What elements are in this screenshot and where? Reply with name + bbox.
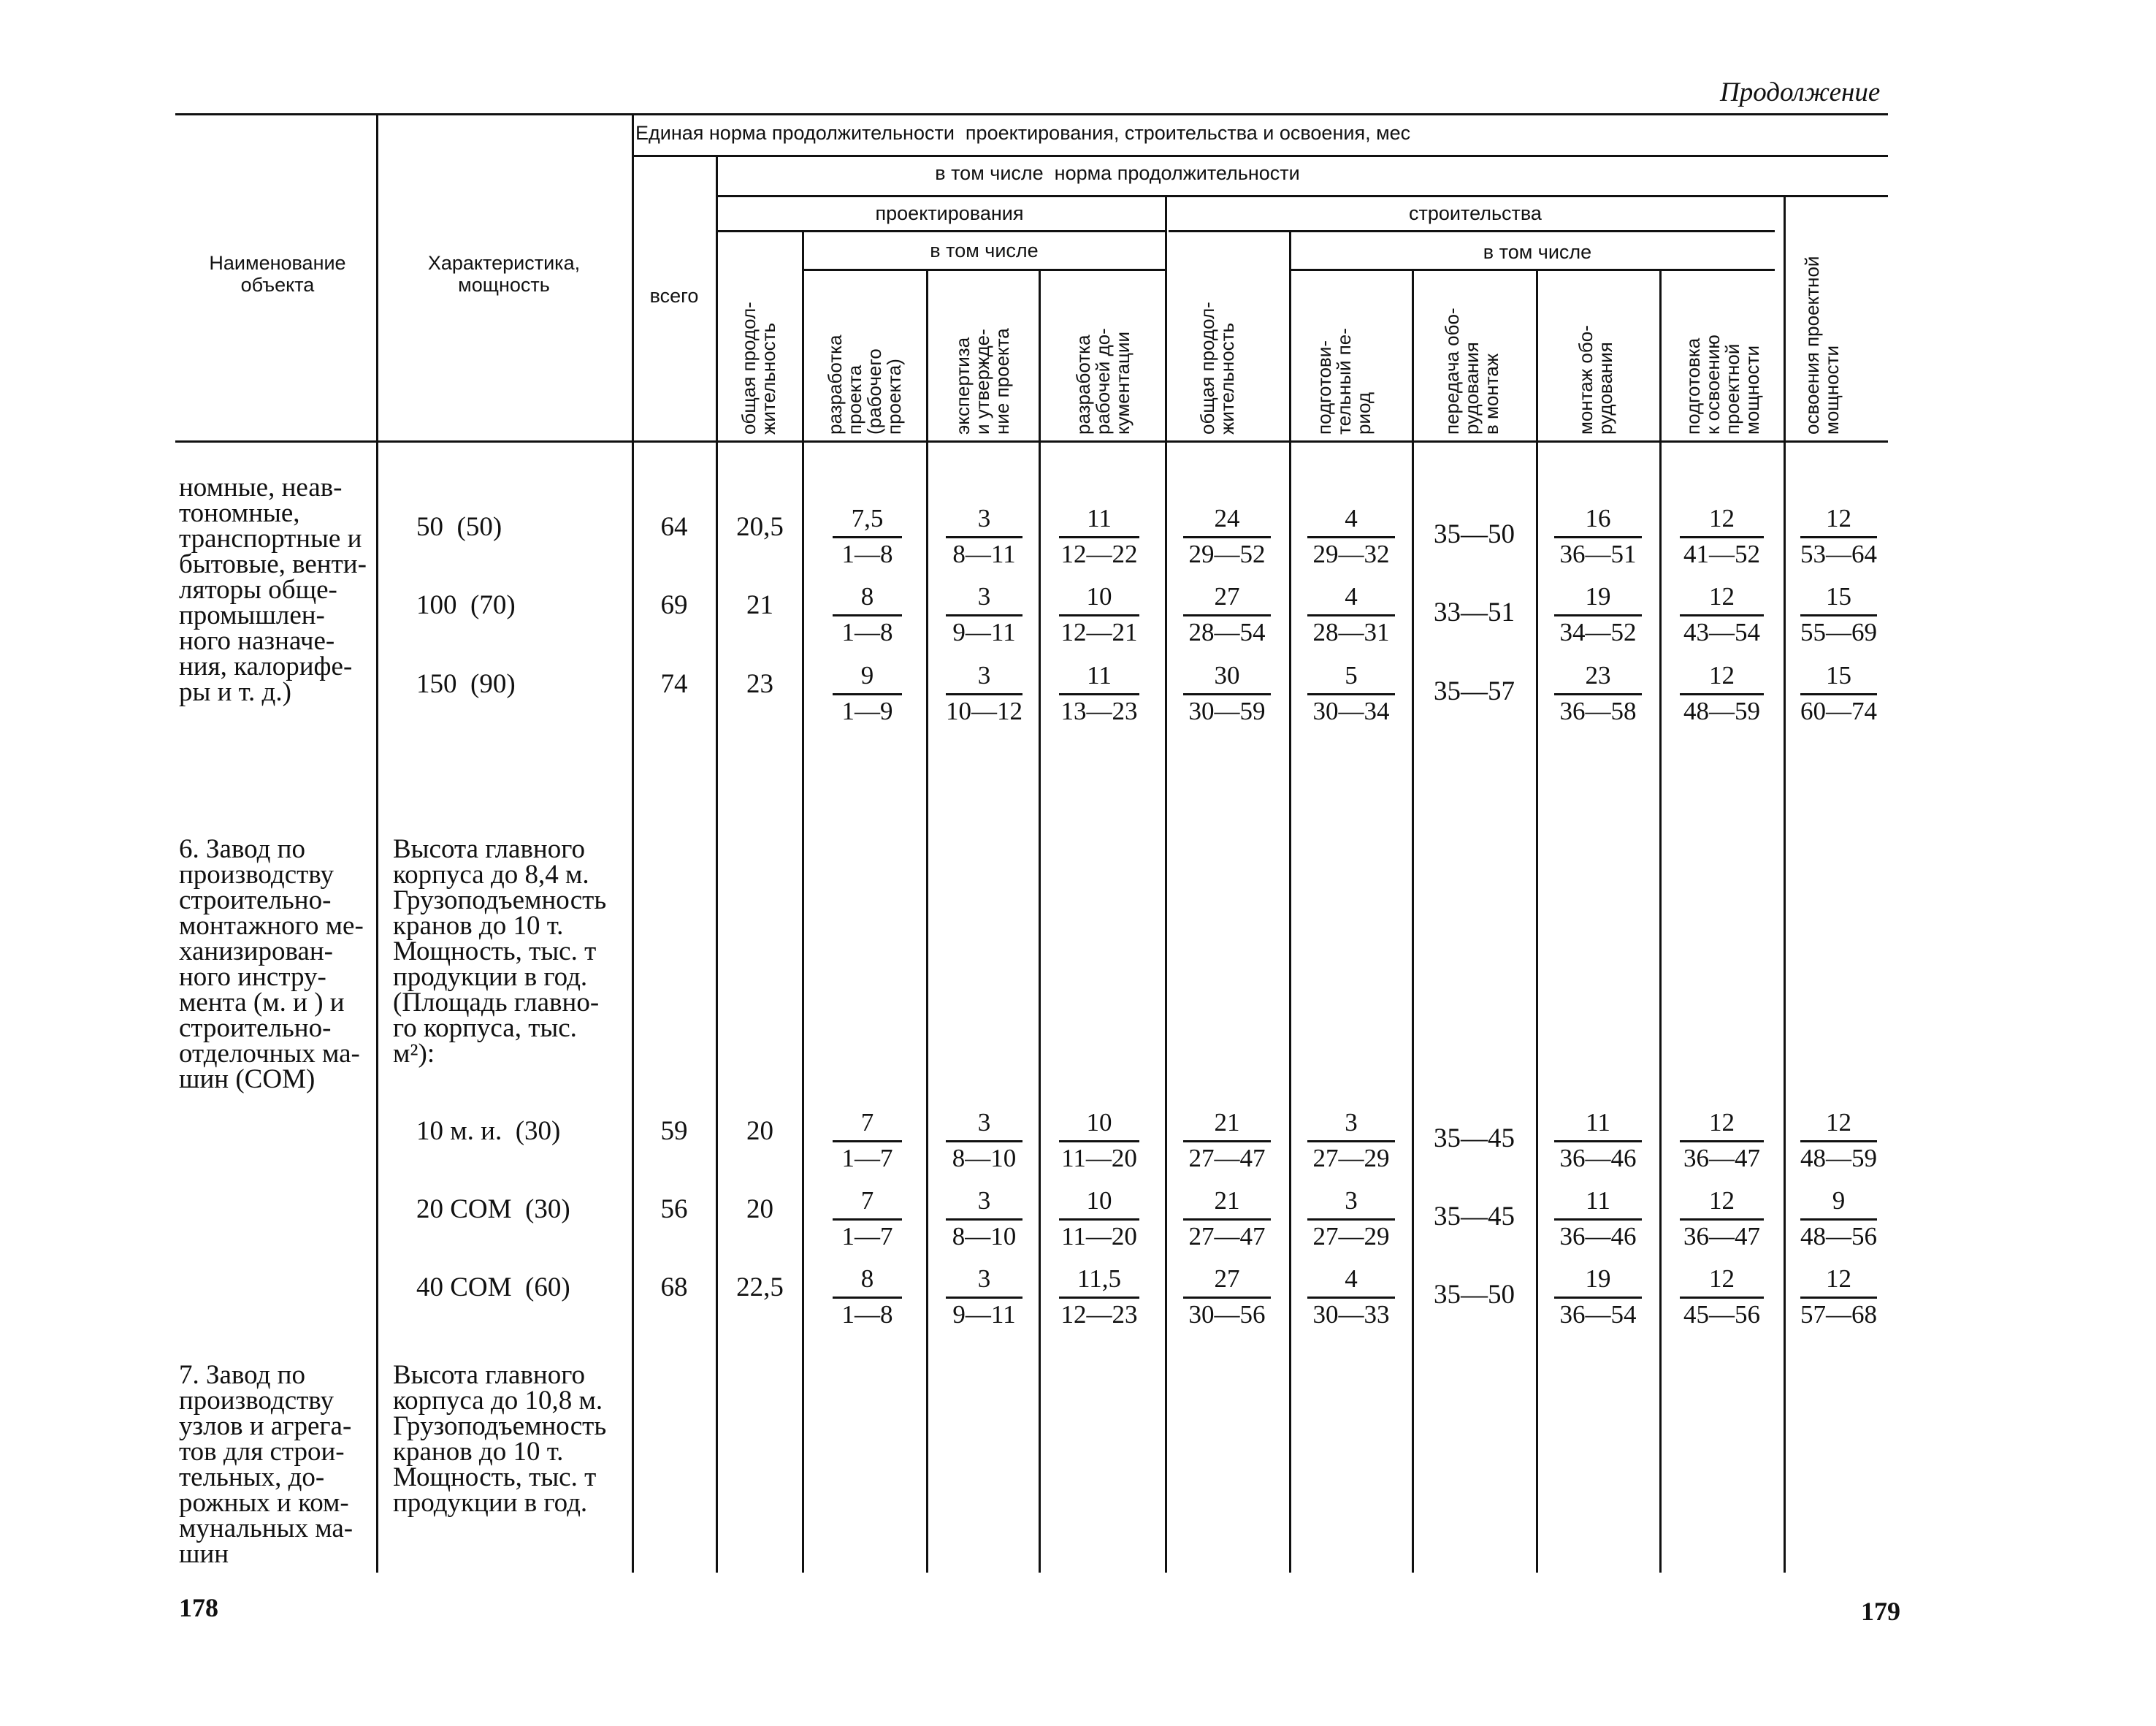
fraction-cell-d_work bbox=[1052, 1107, 1147, 1175]
fraction-numerator: 27 bbox=[1214, 582, 1240, 611]
fraction-denominator: 27—47 bbox=[1183, 1140, 1271, 1175]
col-rule-2 bbox=[632, 113, 634, 1573]
fraction-numerator: 7 bbox=[860, 1108, 874, 1137]
fraction-numerator: 9 bbox=[1832, 1186, 1846, 1215]
fraction-cell-d_work bbox=[1052, 660, 1147, 728]
fraction-cell-c_ready bbox=[1673, 581, 1771, 649]
fraction-numerator: 21 bbox=[1214, 1108, 1240, 1137]
value-cell-total: 64 bbox=[660, 512, 688, 542]
fraction-numerator: 10 bbox=[1086, 582, 1112, 611]
fraction-cell-c_mount bbox=[1547, 581, 1649, 649]
fraction-cell-c_ready bbox=[1673, 503, 1771, 570]
fraction-cell-d_dev bbox=[825, 581, 909, 649]
fraction-numerator: 19 bbox=[1585, 1264, 1611, 1293]
fraction-denominator: 36—47 bbox=[1680, 1218, 1764, 1253]
header-rule-2 bbox=[718, 195, 1888, 197]
fraction-cell-d_exp bbox=[939, 503, 1030, 570]
fraction-cell-c_ready bbox=[1673, 1263, 1771, 1331]
fraction-cell-c_ready bbox=[1673, 660, 1771, 728]
fraction-numerator: 4 bbox=[1345, 504, 1358, 532]
fraction-numerator: 12 bbox=[1826, 1264, 1851, 1293]
page-number-right: 179 bbox=[1861, 1597, 1900, 1626]
header-design-work: разработка рабочей до- кументации bbox=[1072, 328, 1134, 435]
fraction-denominator: 36—58 bbox=[1554, 693, 1642, 728]
header-rule-design-incl bbox=[803, 269, 1165, 271]
fraction-cell-c_total bbox=[1176, 660, 1278, 728]
header-mastering: освоения проектной мощности bbox=[1801, 256, 1843, 435]
fraction-numerator: 11,5 bbox=[1077, 1264, 1121, 1293]
value-cell-d_total: 20,5 bbox=[736, 512, 784, 542]
fraction-denominator: 10—12 bbox=[946, 693, 1022, 728]
header-design-total: общая продол- жительность bbox=[738, 302, 779, 435]
object-name-prev: номные, неав- тономные, транспортные и бытовые, венти- ляторы обще- промышлен- ного назначе- ния, калорифе- ры и т. д.) bbox=[179, 473, 367, 707]
fraction-cell-m bbox=[1793, 1185, 1884, 1253]
value-cell-c_transfer: 35—50 bbox=[1434, 1280, 1515, 1310]
value-cell-total: 56 bbox=[660, 1194, 688, 1224]
fraction-denominator: 30—56 bbox=[1183, 1297, 1271, 1331]
col-rule-5 bbox=[926, 269, 928, 1573]
header-rule-construction bbox=[1169, 230, 1775, 232]
characteristic-value: 100 (70) bbox=[416, 590, 516, 620]
fraction-numerator: 27 bbox=[1214, 1264, 1240, 1293]
col-rule-3 bbox=[716, 155, 718, 1573]
fraction-denominator: 48—59 bbox=[1680, 693, 1764, 728]
fraction-cell-d_work bbox=[1052, 1185, 1147, 1253]
fraction-cell-c_prep bbox=[1300, 1263, 1402, 1331]
fraction-numerator: 3 bbox=[1345, 1186, 1358, 1215]
characteristic-value: 20 СОМ (30) bbox=[416, 1194, 570, 1224]
fraction-denominator: 1—7 bbox=[833, 1218, 902, 1253]
header-constr-ready: подготовка к освоению проектной мощности bbox=[1682, 335, 1763, 435]
value-cell-c_transfer: 35—50 bbox=[1434, 519, 1515, 549]
fraction-cell-d_exp bbox=[939, 1107, 1030, 1175]
fraction-cell-c_prep bbox=[1300, 503, 1402, 570]
header-construction: строительства bbox=[1409, 202, 1542, 224]
fraction-cell-c_mount bbox=[1547, 1185, 1649, 1253]
header-design-dev: разработка проекта (рабочего проекта) bbox=[824, 335, 905, 435]
col-rule-12 bbox=[1784, 195, 1786, 1573]
fraction-numerator: 3 bbox=[977, 1108, 991, 1137]
fraction-denominator: 36—46 bbox=[1554, 1140, 1642, 1175]
fraction-denominator: 36—54 bbox=[1554, 1297, 1642, 1331]
fraction-cell-m bbox=[1793, 1107, 1884, 1175]
fraction-cell-d_work bbox=[1052, 503, 1147, 570]
fraction-numerator: 19 bbox=[1585, 582, 1611, 611]
header-rule-construction-incl bbox=[1291, 269, 1775, 271]
fraction-denominator: 28—54 bbox=[1183, 614, 1271, 649]
fraction-denominator: 60—74 bbox=[1800, 693, 1877, 728]
fraction-numerator: 4 bbox=[1345, 582, 1358, 611]
fraction-numerator: 12 bbox=[1709, 504, 1735, 532]
fraction-denominator: 1—9 bbox=[833, 693, 902, 728]
fraction-numerator: 12 bbox=[1709, 661, 1735, 690]
fraction-numerator: 30 bbox=[1214, 661, 1240, 690]
fraction-denominator: 11—20 bbox=[1059, 1218, 1139, 1253]
value-cell-d_total: 21 bbox=[746, 590, 773, 620]
fraction-numerator: 5 bbox=[1345, 661, 1358, 690]
value-cell-d_total: 23 bbox=[746, 669, 773, 699]
fraction-cell-c_total bbox=[1176, 1185, 1278, 1253]
fraction-denominator: 41—52 bbox=[1680, 536, 1764, 570]
fraction-cell-c_total bbox=[1176, 581, 1278, 649]
fraction-numerator: 24 bbox=[1214, 504, 1240, 532]
value-cell-c_transfer: 35—45 bbox=[1434, 1202, 1515, 1232]
fraction-denominator: 1—8 bbox=[833, 536, 902, 570]
fraction-denominator: 8—10 bbox=[946, 1218, 1022, 1253]
object-name-7: 7. Завод по производству узлов и агрега- тов для строи- тельных, до- рожных и ком- мунальных ма- шин bbox=[179, 1360, 353, 1569]
fraction-numerator: 3 bbox=[977, 1186, 991, 1215]
col-rule-7 bbox=[1165, 195, 1167, 1573]
fraction-denominator: 36—47 bbox=[1680, 1140, 1764, 1175]
fraction-denominator: 9—11 bbox=[946, 614, 1022, 649]
fraction-denominator: 12—23 bbox=[1059, 1297, 1139, 1331]
fraction-denominator: 12—21 bbox=[1059, 614, 1139, 649]
col-rule-6 bbox=[1039, 269, 1041, 1573]
fraction-denominator: 27—47 bbox=[1183, 1218, 1271, 1253]
fraction-cell-m bbox=[1793, 581, 1884, 649]
fraction-numerator: 3 bbox=[1345, 1108, 1358, 1137]
fraction-denominator: 29—32 bbox=[1307, 536, 1395, 570]
value-cell-total: 74 bbox=[660, 669, 688, 699]
fraction-denominator: 48—59 bbox=[1800, 1140, 1877, 1175]
characteristic-7: Высота главного корпуса до 10,8 м. Грузоподъемность кранов до 10 т. Мощность, тыс. т продукции в год. bbox=[393, 1360, 607, 1518]
characteristic-value: 40 СОМ (60) bbox=[416, 1272, 570, 1302]
fraction-cell-c_total bbox=[1176, 1107, 1278, 1175]
fraction-numerator: 21 bbox=[1214, 1186, 1240, 1215]
fraction-cell-d_exp bbox=[939, 1263, 1030, 1331]
fraction-cell-d_exp bbox=[939, 660, 1030, 728]
fraction-numerator: 8 bbox=[860, 582, 874, 611]
value-cell-c_transfer: 33—51 bbox=[1434, 597, 1515, 627]
fraction-cell-c_prep bbox=[1300, 1107, 1402, 1175]
header-bottom-rule bbox=[175, 440, 1888, 443]
fraction-numerator: 3 bbox=[977, 661, 991, 690]
fraction-denominator: 27—29 bbox=[1307, 1218, 1395, 1253]
characteristic-6: Высота главного корпуса до 8,4 м. Грузоподъемность кранов до 10 т. Мощность, тыс. т продукции в год. (Площадь главно- го корпуса, тыс. м²): bbox=[393, 834, 607, 1069]
fraction-numerator: 7,5 bbox=[851, 504, 884, 532]
fraction-cell-d_dev bbox=[825, 1263, 909, 1331]
fraction-numerator: 12 bbox=[1826, 504, 1851, 532]
characteristic-value: 50 (50) bbox=[416, 512, 502, 542]
continuation-caption: Продолжение bbox=[1720, 77, 1881, 107]
fraction-cell-d_exp bbox=[939, 581, 1030, 649]
fraction-denominator: 34—52 bbox=[1554, 614, 1642, 649]
col-rule-1 bbox=[376, 113, 378, 1573]
fraction-denominator: 27—29 bbox=[1307, 1140, 1395, 1175]
fraction-denominator: 30—33 bbox=[1307, 1297, 1395, 1331]
header-constr-prep: подготови- тельный пе- риод bbox=[1313, 328, 1375, 435]
col-rule-4 bbox=[802, 230, 804, 1573]
fraction-cell-c_ready bbox=[1673, 1107, 1771, 1175]
fraction-cell-m bbox=[1793, 1263, 1884, 1331]
fraction-numerator: 10 bbox=[1086, 1186, 1112, 1215]
characteristic-value: 150 (90) bbox=[416, 669, 516, 699]
fraction-numerator: 15 bbox=[1826, 661, 1851, 690]
fraction-denominator: 29—52 bbox=[1183, 536, 1271, 570]
col-rule-8 bbox=[1289, 230, 1291, 1573]
fraction-cell-c_mount bbox=[1547, 660, 1649, 728]
value-cell-c_transfer: 35—57 bbox=[1434, 676, 1515, 706]
value-cell-d_total: 22,5 bbox=[736, 1272, 784, 1302]
header-name: Наименование объекта bbox=[209, 252, 346, 296]
fraction-denominator: 53—64 bbox=[1800, 536, 1877, 570]
fraction-numerator: 12 bbox=[1709, 1108, 1735, 1137]
value-cell-c_transfer: 35—45 bbox=[1434, 1123, 1515, 1153]
fraction-denominator: 30—34 bbox=[1307, 693, 1395, 728]
fraction-denominator: 8—11 bbox=[946, 536, 1022, 570]
header-constr-mount: монтаж обо- рудования bbox=[1575, 325, 1616, 435]
fraction-cell-d_work bbox=[1052, 1263, 1147, 1331]
fraction-denominator: 48—56 bbox=[1800, 1218, 1877, 1253]
fraction-denominator: 1—7 bbox=[833, 1140, 902, 1175]
fraction-numerator: 15 bbox=[1826, 582, 1851, 611]
fraction-numerator: 12 bbox=[1709, 582, 1735, 611]
characteristic-value: 10 м. и. (30) bbox=[416, 1116, 561, 1146]
page-number-left: 178 bbox=[179, 1593, 218, 1622]
fraction-cell-c_ready bbox=[1673, 1185, 1771, 1253]
fraction-numerator: 11 bbox=[1586, 1186, 1610, 1215]
fraction-cell-c_mount bbox=[1547, 1107, 1649, 1175]
fraction-denominator: 45—56 bbox=[1680, 1297, 1764, 1331]
fraction-denominator: 28—31 bbox=[1307, 614, 1395, 649]
fraction-cell-d_dev bbox=[825, 1107, 909, 1175]
value-cell-total: 59 bbox=[660, 1116, 688, 1146]
header-characteristic: Характеристика, мощность bbox=[427, 252, 581, 296]
value-cell-d_total: 20 bbox=[746, 1116, 773, 1146]
fraction-numerator: 7 bbox=[860, 1186, 874, 1215]
fraction-denominator: 1—8 bbox=[833, 1297, 902, 1331]
col-rule-10 bbox=[1536, 269, 1538, 1573]
value-cell-total: 69 bbox=[660, 590, 688, 620]
col-rule-11 bbox=[1659, 269, 1662, 1573]
col-rule-9 bbox=[1412, 269, 1414, 1573]
fraction-cell-c_total bbox=[1176, 503, 1278, 570]
fraction-cell-d_exp bbox=[939, 1185, 1030, 1253]
fraction-cell-c_total bbox=[1176, 1263, 1278, 1331]
fraction-numerator: 10 bbox=[1086, 1108, 1112, 1137]
fraction-denominator: 12—22 bbox=[1059, 536, 1139, 570]
header-constr-transfer: передача обо- рудования в монтаж bbox=[1441, 308, 1502, 435]
fraction-cell-c_prep bbox=[1300, 660, 1402, 728]
fraction-numerator: 3 bbox=[977, 504, 991, 532]
fraction-cell-d_dev bbox=[825, 660, 909, 728]
header-design-including: в том числе bbox=[930, 240, 1039, 261]
fraction-cell-d_dev bbox=[825, 1185, 909, 1253]
fraction-denominator: 8—10 bbox=[946, 1140, 1022, 1175]
fraction-denominator: 13—23 bbox=[1059, 693, 1139, 728]
fraction-denominator: 30—59 bbox=[1183, 693, 1271, 728]
fraction-cell-d_dev bbox=[825, 503, 909, 570]
fraction-numerator: 4 bbox=[1345, 1264, 1358, 1293]
fraction-denominator: 57—68 bbox=[1800, 1297, 1877, 1331]
header-rule-1 bbox=[632, 155, 1888, 157]
header-total: всего bbox=[649, 285, 699, 307]
fraction-numerator: 9 bbox=[860, 661, 874, 690]
fraction-cell-c_mount bbox=[1547, 1263, 1649, 1331]
fraction-denominator: 55—69 bbox=[1800, 614, 1877, 649]
fraction-numerator: 8 bbox=[860, 1264, 874, 1293]
header-including-norm: в том числе норма продолжительности bbox=[935, 162, 1300, 184]
fraction-denominator: 36—51 bbox=[1554, 536, 1642, 570]
fraction-denominator: 1—8 bbox=[833, 614, 902, 649]
fraction-denominator: 11—20 bbox=[1059, 1140, 1139, 1175]
header-rule-design bbox=[718, 230, 1165, 232]
header-constr-total: общая продол- жительность bbox=[1196, 302, 1238, 435]
fraction-cell-c_prep bbox=[1300, 1185, 1402, 1253]
fraction-cell-d_work bbox=[1052, 581, 1147, 649]
header-unified-norm: Единая норма продолжительности проектирования, строительства и освоения, мес bbox=[635, 122, 1411, 144]
fraction-denominator: 43—54 bbox=[1680, 614, 1764, 649]
value-cell-d_total: 20 bbox=[746, 1194, 773, 1224]
value-cell-total: 68 bbox=[660, 1272, 688, 1302]
fraction-numerator: 16 bbox=[1585, 504, 1611, 532]
fraction-cell-c_prep bbox=[1300, 581, 1402, 649]
fraction-numerator: 3 bbox=[977, 582, 991, 611]
fraction-denominator: 9—11 bbox=[946, 1297, 1022, 1331]
table-top-rule bbox=[175, 113, 1888, 115]
fraction-numerator: 12 bbox=[1709, 1186, 1735, 1215]
fraction-numerator: 11 bbox=[1586, 1108, 1610, 1137]
fraction-numerator: 12 bbox=[1709, 1264, 1735, 1293]
fraction-numerator: 11 bbox=[1087, 661, 1112, 690]
header-design: проектирования bbox=[875, 202, 1024, 224]
header-design-exp: экспертиза и утвержде- ние проекта bbox=[952, 328, 1013, 435]
fraction-numerator: 3 bbox=[977, 1264, 991, 1293]
fraction-cell-m bbox=[1793, 503, 1884, 570]
object-name-6: 6. Завод по производству строительно- монтажного ме- ханизирован- ного инстру- мента (м. и ) и строительно- отделочных ма- шин (СОМ) bbox=[179, 834, 364, 1094]
fraction-denominator: 36—46 bbox=[1554, 1218, 1642, 1253]
fraction-numerator: 12 bbox=[1826, 1108, 1851, 1137]
fraction-numerator: 23 bbox=[1585, 661, 1611, 690]
header-construction-including: в том числе bbox=[1483, 241, 1592, 263]
fraction-cell-m bbox=[1793, 660, 1884, 728]
fraction-numerator: 11 bbox=[1087, 504, 1112, 532]
fraction-cell-c_mount bbox=[1547, 503, 1649, 570]
